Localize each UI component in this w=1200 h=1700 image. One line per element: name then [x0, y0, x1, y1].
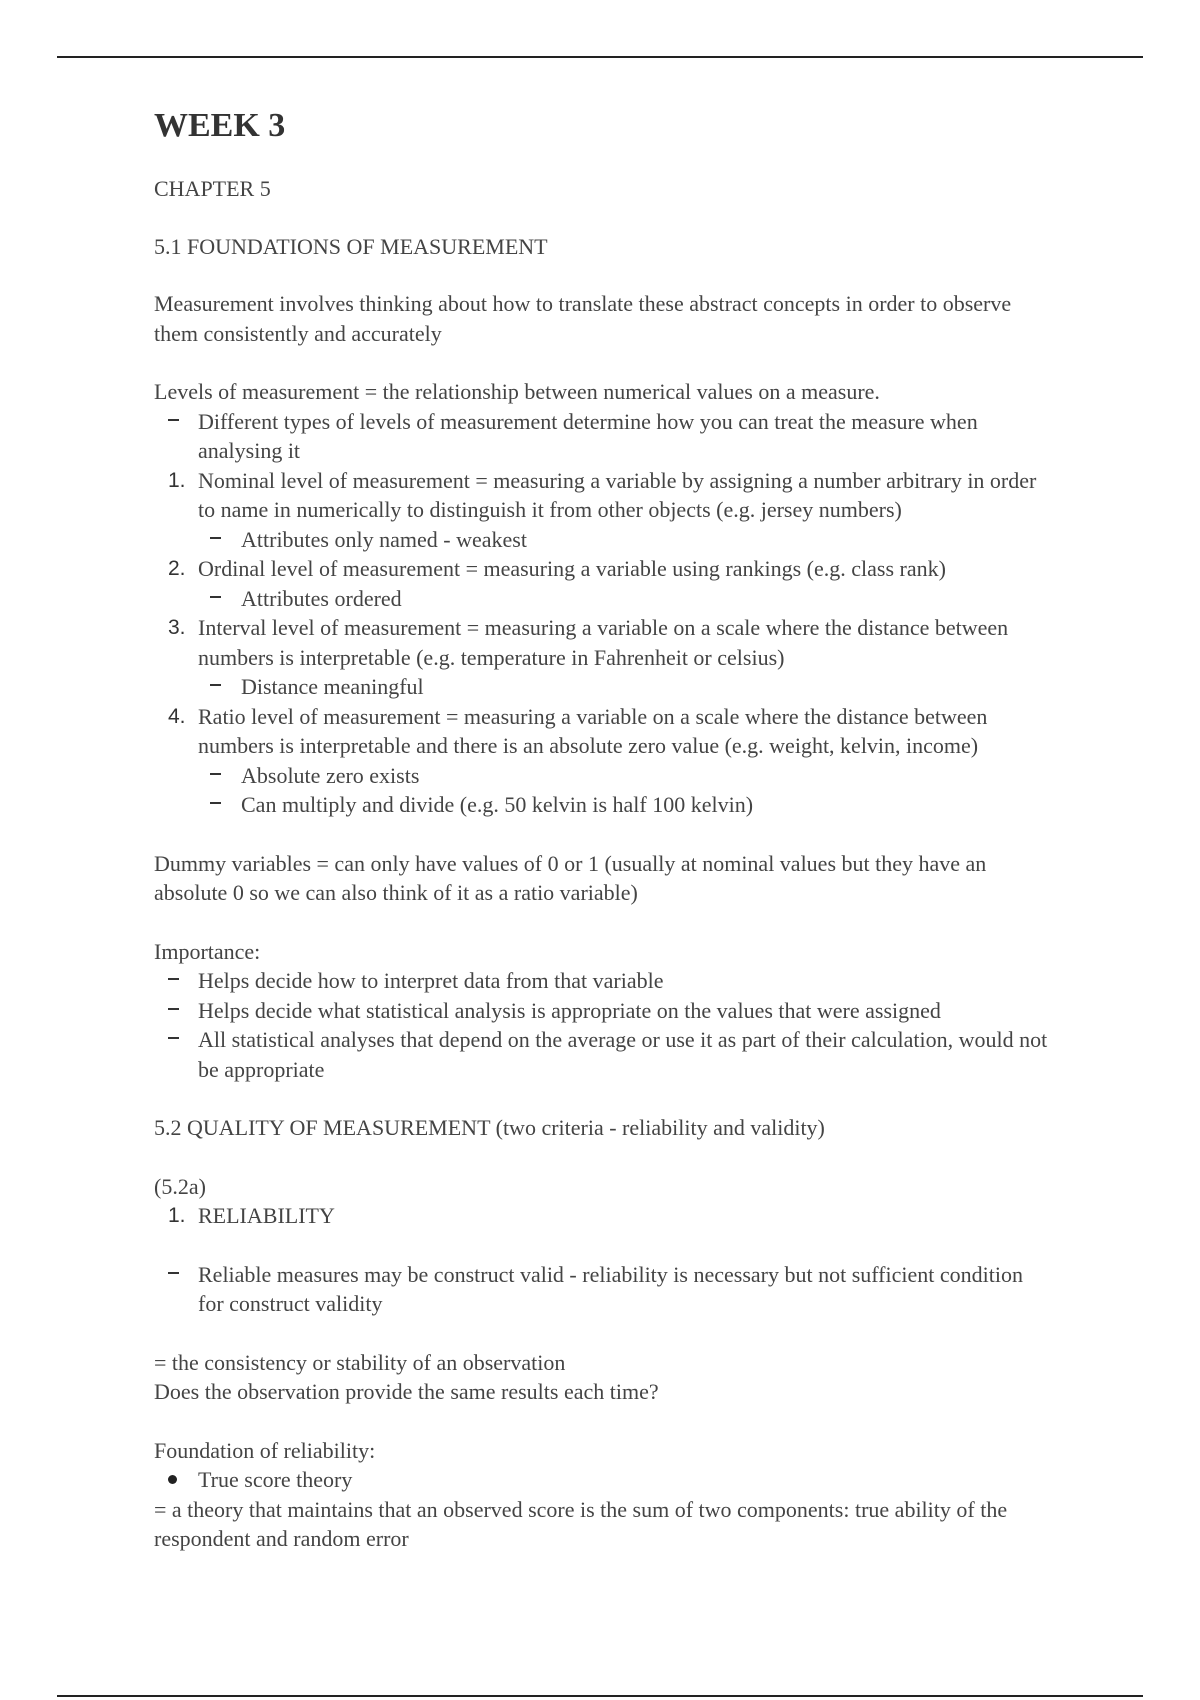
- list-item: [154, 1465, 1054, 1495]
- foundation-label: Foundation of reliability:: [154, 1437, 376, 1463]
- dash-marker: [168, 1025, 179, 1055]
- importance-text: Helps decide what statistical analysis is appropriate on the values that were assigned: [198, 997, 941, 1023]
- list-number: 4.: [168, 704, 186, 728]
- list-item: [154, 1025, 1054, 1084]
- document-body: [154, 100, 1054, 1554]
- list-number: 1.: [168, 468, 186, 492]
- sub-item-text: Distance meaningful: [241, 674, 424, 699]
- bullet-marker: [168, 1465, 177, 1495]
- measurement-intro: Measurement involves thinking about how to translate these abstract concepts in order to observe them consistently and accurately: [154, 291, 1012, 346]
- true-score-definition: = a theory that maintains that an observed score is the sum of two components: true ability of the respondent and random error: [154, 1496, 1008, 1551]
- level-item-nominal: [154, 466, 1054, 525]
- level-item-ratio: [154, 702, 1054, 761]
- importance-text: Helps decide how to interpret data from that variable: [198, 968, 664, 993]
- sub-item-text: Absolute zero exists: [241, 762, 420, 788]
- dash-marker: [210, 672, 221, 702]
- dummy-variables: Dummy variables = can only have values of 0 or 1 (usually at nominal values but they have an absolute 0 so we can also think of it as a ratio variable): [154, 850, 987, 905]
- section-heading-5-1: 5.1 FOUNDATIONS OF MEASUREMENT: [154, 233, 548, 259]
- dash-marker: [168, 1260, 179, 1290]
- top-rule: [57, 56, 1143, 58]
- sub-item: [154, 790, 1054, 820]
- page-title: WEEK 3: [154, 107, 286, 144]
- chapter-heading: CHAPTER 5: [154, 176, 271, 201]
- list-number: 3.: [168, 616, 186, 639]
- list-item: [154, 407, 1054, 466]
- reliability-dash-text: Reliable measures may be construct valid - reliability is necessary but not sufficient condition for construct validity: [198, 1261, 1023, 1316]
- true-score-bullet: True score theory: [198, 1467, 353, 1492]
- dash-marker: [210, 584, 221, 614]
- reliability-heading: RELIABILITY: [198, 1203, 335, 1228]
- list-item: [154, 996, 1054, 1026]
- importance-text: All statistical analyses that depend on the average or use it as part of their calculation, would not be appropriate: [198, 1027, 1048, 1082]
- sub-item: [154, 525, 1054, 555]
- sub-item-text: Attributes ordered: [241, 585, 402, 611]
- bottom-rule: [57, 1695, 1143, 1697]
- level-item-interval: [154, 613, 1054, 672]
- list-item: [154, 1260, 1054, 1319]
- reliability-question: Does the observation provide the same results each time?: [154, 1379, 659, 1404]
- sub-item-text: Attributes only named - weakest: [241, 526, 527, 552]
- sub-item: [154, 584, 1054, 614]
- importance-label: Importance:: [154, 938, 261, 964]
- dash-marker: [210, 790, 221, 820]
- list-item: [154, 966, 1054, 996]
- subsection-label: (5.2a): [154, 1173, 206, 1199]
- section-heading-5-2: 5.2 QUALITY OF MEASUREMENT (two criteria - reliability and validity): [154, 1115, 825, 1140]
- sub-item: [154, 761, 1054, 791]
- level-text: Nominal level of measurement = measuring a variable by assigning a number arbitrary in order to name in numerically to distinguish it from other objects (e.g. jersey numbers): [198, 467, 1037, 522]
- level-text: Ratio level of measurement = measuring a variable on a scale where the distance between numbers is interpretable and there is an absolute zero value (e.g. weight, kelvin, income): [198, 703, 988, 758]
- levels-dash-text: Different types of levels of measurement determine how you can treat the measure when analysing it: [198, 408, 978, 463]
- dash-marker: [210, 525, 221, 555]
- sub-item-text: Can multiply and divide (e.g. 50 kelvin is half 100 kelvin): [241, 792, 754, 817]
- sub-item: [154, 672, 1054, 702]
- levels-intro: Levels of measurement = the relationship between numerical values on a measure.: [154, 379, 880, 404]
- reliability-definition: = the consistency or stability of an observation: [154, 1349, 566, 1375]
- dash-marker: [168, 996, 179, 1026]
- dash-marker: [210, 761, 221, 791]
- reliability-heading-item: [154, 1201, 1054, 1231]
- level-text: Ordinal level of measurement = measuring a variable using rankings (e.g. class rank): [198, 556, 946, 581]
- list-number: 2.: [168, 557, 186, 580]
- dash-marker: [168, 407, 179, 437]
- level-text: Interval level of measurement = measuring a variable on a scale where the distance between numbers is interpretable (e.g. temperature in Fahrenheit or celsius): [198, 615, 1009, 670]
- list-number: 1.: [168, 1204, 186, 1227]
- level-item-ordinal: [154, 554, 1054, 584]
- dash-marker: [168, 966, 179, 996]
